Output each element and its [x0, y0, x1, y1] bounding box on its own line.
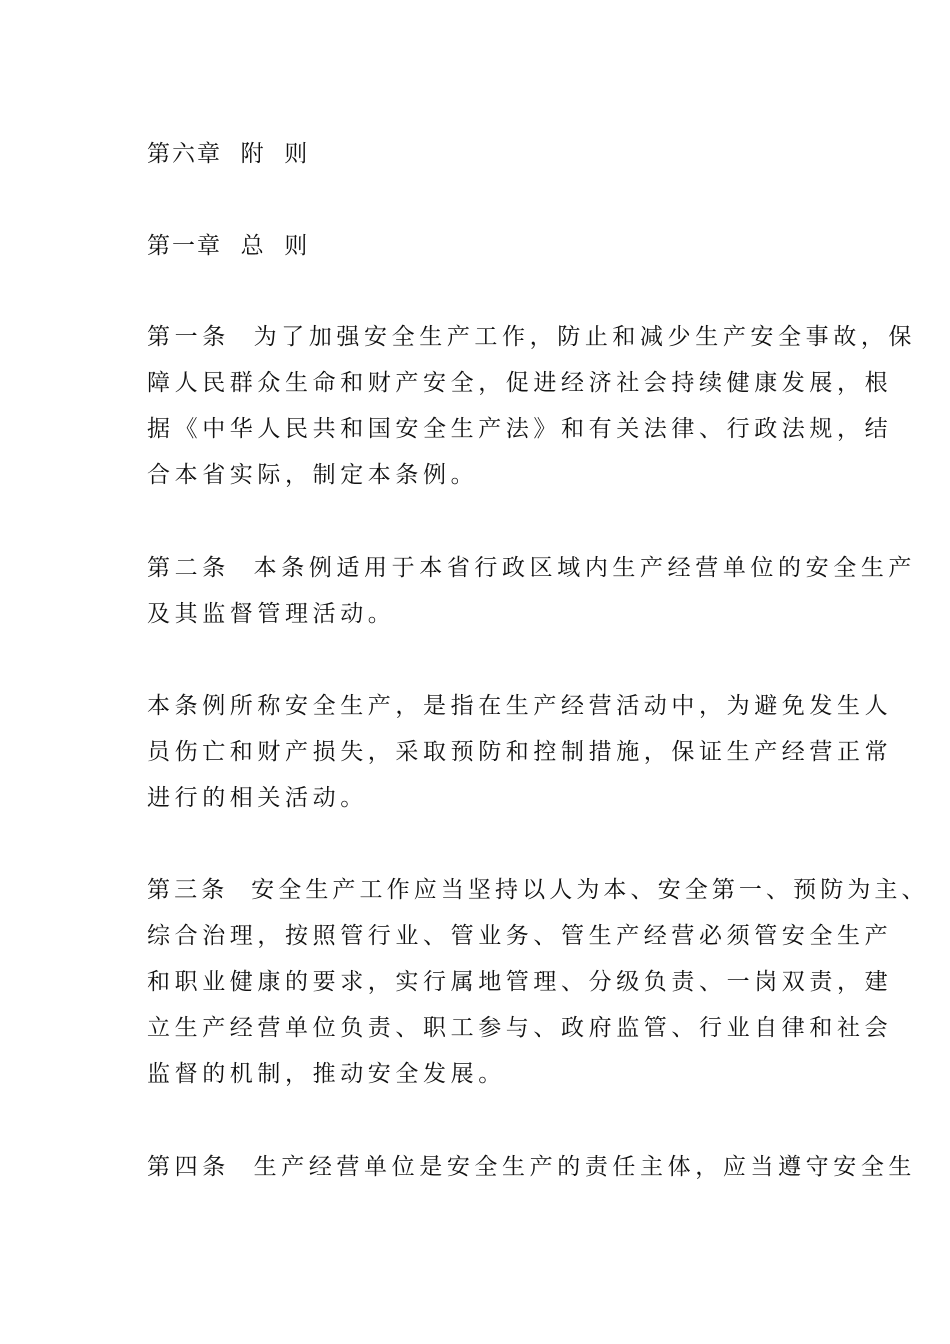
chapter-heading: 第六章 附 则 — [147, 141, 310, 167]
chapter-heading: 第一章 总 则 — [147, 233, 310, 259]
text-line: 和职业健康的要求，实行属地管理、分级负责、一岗双责，建 — [147, 969, 893, 995]
text-line: 员伤亡和财产损失，采取预防和控制措施，保证生产经营正常 — [147, 739, 893, 765]
text-line: 合本省实际，制定本条例。 — [147, 462, 479, 488]
text-line: 进行的相关活动。 — [147, 785, 368, 811]
text-line: 第一条 为了加强安全生产工作，防止和减少生产安全事故，保 — [147, 324, 917, 350]
text-line: 综合治理，按照管行业、管业务、管生产经营必须管安全生产 — [147, 923, 893, 949]
text-line: 第二条 本条例适用于本省行政区域内生产经营单位的安全生产 — [147, 555, 917, 581]
text-line: 第三条 安全生产工作应当坚持以人为本、安全第一、预防为主、 — [147, 877, 929, 903]
text-line: 障人民群众生命和财产安全，促进经济社会持续健康发展，根 — [147, 370, 893, 396]
text-line: 立生产经营单位负责、职工参与、政府监管、行业自律和社会 — [147, 1015, 893, 1041]
text-line: 第四条 生产经营单位是安全生产的责任主体，应当遵守安全生 — [147, 1154, 917, 1180]
text-line: 据《中华人民共和国安全生产法》和有关法律、行政法规，结 — [147, 416, 893, 442]
text-line: 本条例所称安全生产，是指在生产经营活动中，为避免发生人 — [147, 693, 893, 719]
text-line: 及其监督管理活动。 — [147, 601, 396, 627]
text-line: 监督的机制，推动安全发展。 — [147, 1061, 506, 1087]
